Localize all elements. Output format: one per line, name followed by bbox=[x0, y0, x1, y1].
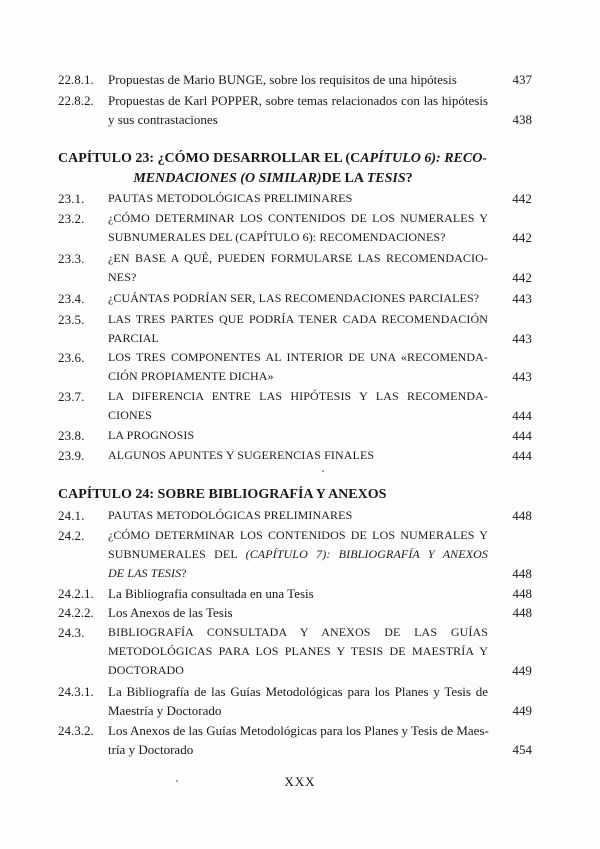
entry-number: 22.8.2. bbox=[58, 93, 94, 108]
entry-page: 443 bbox=[512, 291, 532, 306]
entry-number: 24.3. bbox=[58, 625, 85, 640]
entry-page: 442 bbox=[512, 270, 532, 285]
entry-page: 438 bbox=[512, 112, 532, 127]
entry-title: LOS TRES COMPONENTES AL INTERIOR DE UNA «RECOMENDA- CIÓN PROPIAMENTE DICHA» bbox=[108, 350, 488, 383]
entry-title: PAUTAS METODOLÓGICAS PRELIMINARES bbox=[108, 508, 353, 522]
entry-page: 437 bbox=[512, 72, 532, 87]
entry-number: 24.3.2. bbox=[58, 723, 94, 738]
page-folio: XXX bbox=[284, 774, 316, 789]
entry-number: 24.3.1. bbox=[58, 684, 94, 699]
entry-title: La Bibliografía consultada en una Tesis bbox=[108, 586, 314, 601]
entry-number: 24.2.2. bbox=[58, 605, 94, 620]
entry-number: 23.9. bbox=[58, 448, 85, 463]
chapter-23-heading: CAPÍTULO 23: ¿CÓMO DESARROLLAR EL (CAPÍTULO 6): RECO- MENDACIONES (O SIMILAR)DE LA TESIS? bbox=[58, 151, 487, 186]
entry-number: 24.2. bbox=[58, 528, 85, 543]
entry-title: ¿CÓMO DETERMINAR LOS CONTENIDOS DE LOS NUMERALES Y SUBNUMERALES DEL (CAPÍTULO 7): BIBLIOGRAFÍA Y ANEXOS DE LAS TESIS? bbox=[108, 528, 488, 580]
entry-page: 448 bbox=[512, 605, 532, 620]
entry-title: Los Anexos de las Tesis bbox=[108, 605, 233, 620]
entry-page: 443 bbox=[512, 331, 532, 346]
entry-page: 443 bbox=[512, 369, 532, 384]
entry-title: Los Anexos de las Guías Metodológicas para los Planes y Tesis de Maes- tría y Doctorado bbox=[108, 723, 489, 757]
entry-page: 442 bbox=[512, 230, 532, 245]
entry-title: PAUTAS METODOLÓGICAS PRELIMINARES bbox=[108, 191, 353, 205]
entry-number: 23.5. bbox=[58, 312, 85, 327]
toc-entry bbox=[58, 70, 532, 89]
entry-number: 23.4. bbox=[58, 291, 85, 306]
chapter-24-heading: CAPÍTULO 24: SOBRE BIBLIOGRAFÍA Y ANEXOS bbox=[58, 487, 387, 502]
entry-title: LA DIFERENCIA ENTRE LAS HIPÓTESIS Y LAS RECOMENDA- CIONES bbox=[108, 389, 488, 422]
entry-number: 24.1. bbox=[58, 508, 85, 523]
entry-title: Propuestas de Mario BUNGE, sobre los requisitos de una hipótesis bbox=[108, 72, 457, 87]
entry-number: 23.2. bbox=[58, 211, 85, 226]
entry-page: 444 bbox=[512, 428, 532, 443]
entry-page: 448 bbox=[512, 586, 532, 601]
entry-number: 24.2.1. bbox=[58, 586, 94, 601]
entry-title: BIBLIOGRAFÍA CONSULTADA Y ANEXOS DE LAS GUÍAS METODOLÓGICAS PARA LOS PLANES Y TESIS DE MAESTRÍA Y DOCTORADO bbox=[108, 625, 488, 677]
entry-title: Propuestas de Karl POPPER, sobre temas relacionados con las hipótesis y sus contrastaciones bbox=[108, 93, 488, 127]
entry-page: 454 bbox=[512, 742, 532, 757]
entry-page: 444 bbox=[512, 408, 532, 423]
entry-page: 449 bbox=[512, 703, 532, 718]
paper-speck bbox=[322, 470, 324, 472]
entry-number: 23.8. bbox=[58, 428, 85, 443]
entry-page: 444 bbox=[512, 448, 532, 463]
entry-page: 449 bbox=[512, 663, 532, 678]
entry-title: La Bibliografía de las Guías Metodológicas para los Planes y Tesis de Maestría y Doctorado bbox=[108, 684, 488, 718]
entry-number: 22.8.1. bbox=[58, 72, 94, 87]
entry-title: ¿CÓMO DETERMINAR LOS CONTENIDOS DE LOS NUMERALES Y SUBNUMERALES DEL (CAPÍTULO 6): RECOMENDACIONES? bbox=[108, 211, 488, 244]
entry-number: 23.7. bbox=[58, 389, 85, 404]
entry-title: ¿EN BASE A QUÉ, PUEDEN FORMULARSE LAS RECOMENDACIO- NES? bbox=[108, 251, 488, 284]
entry-number: 23.1. bbox=[58, 191, 85, 206]
entry-page: 448 bbox=[512, 566, 532, 581]
entry-title: LA PROGNOSIS bbox=[108, 428, 195, 442]
toc-entry bbox=[58, 91, 532, 129]
entry-page: 448 bbox=[512, 508, 532, 523]
entry-number: 23.6. bbox=[58, 350, 85, 365]
entry-number: 23.3. bbox=[58, 251, 85, 266]
entry-title: ALGUNOS APUNTES Y SUGERENCIAS FINALES bbox=[108, 448, 375, 462]
entry-title: LAS TRES PARTES QUE PODRÍA TENER CADA RECOMENDACIÓN PARCIAL bbox=[108, 312, 488, 345]
entry-title: ¿CUÁNTAS PODRÍAN SER, LAS RECOMENDACIONES PARCIALES? bbox=[108, 291, 480, 305]
entry-page: 442 bbox=[512, 191, 532, 206]
